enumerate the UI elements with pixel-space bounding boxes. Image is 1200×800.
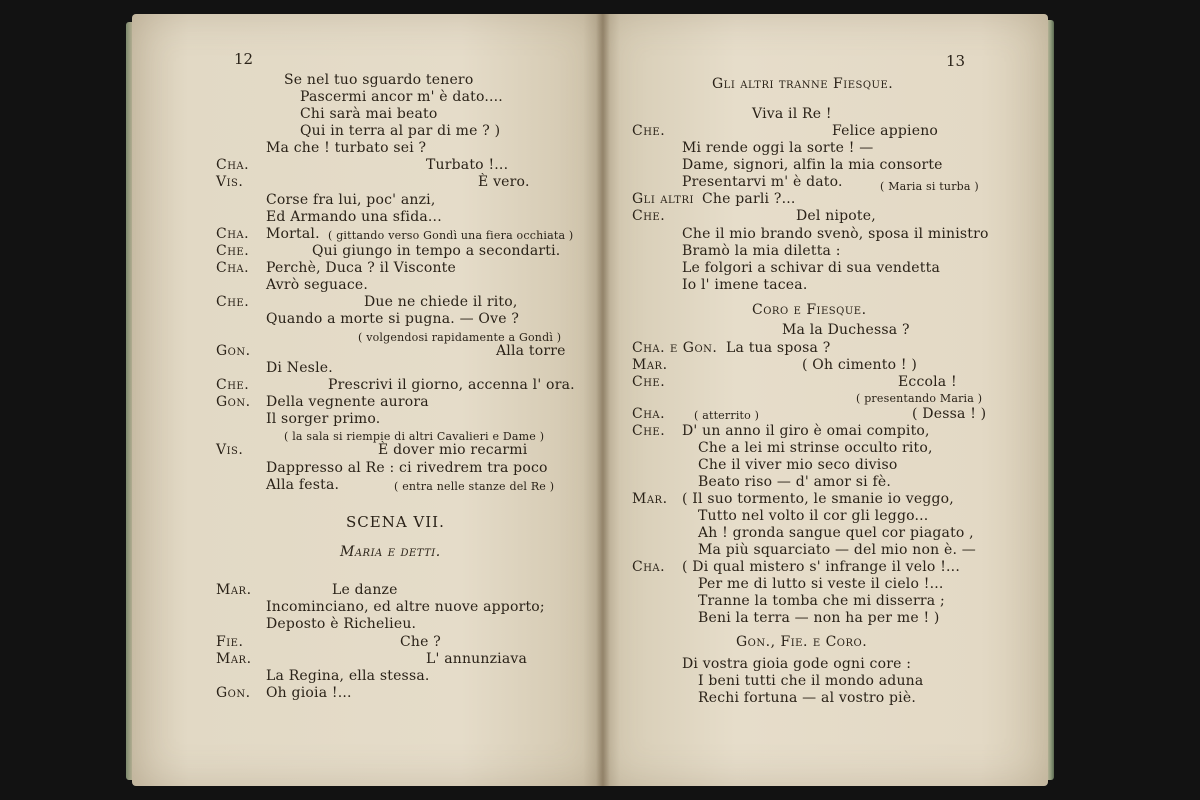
book-gutter [596, 14, 610, 786]
verse-line: ( Il suo tormento, le smanie io veggo, [682, 491, 954, 507]
open-book [126, 14, 1050, 786]
speaker-label: Che. [216, 377, 250, 393]
verse-line: Beato riso — d' amor si fè. [698, 474, 891, 490]
verse-line: Ah ! gronda sangue quel cor piagato , [698, 525, 974, 541]
verse-line: Le danze [332, 582, 398, 598]
verse-line: Per me di lutto si veste il cielo !... [698, 576, 944, 592]
verse-line: Chi sarà mai beato [300, 106, 438, 122]
speaker-label: Cha. [632, 559, 666, 575]
verse-line: L' annunziava [426, 651, 528, 667]
section-heading: Coro e Fiesque. [752, 302, 867, 318]
verse-line: Pascermi ancor m' è dato.... [300, 89, 503, 105]
speaker-label: Gon. [216, 343, 251, 359]
section-heading: Gon., Fie. e Coro. [736, 634, 868, 650]
verse-line: Del nipote, [796, 208, 876, 224]
verse-line: Mortal. [266, 226, 320, 242]
right-page [602, 14, 1048, 786]
verse-line: È vero. [478, 174, 530, 190]
verse-line: Ed Armando una sfida... [266, 209, 442, 225]
stage-direction: ( atterrito ) [694, 409, 760, 422]
verse-line: Perchè, Duca ? il Visconte [266, 260, 456, 276]
speaker-label: Che. [216, 243, 250, 259]
speaker-label: Vis. [216, 174, 244, 190]
speaker-label: Mar. [216, 651, 252, 667]
verse-line: La tua sposa ? [726, 340, 831, 356]
stage-direction: ( entra nelle stanze del Re ) [394, 480, 555, 493]
verse-line: Che a lei mi strinse occulto rito, [698, 440, 933, 456]
verse-line: Le folgori a schivar di sua vendetta [682, 260, 940, 276]
verse-line: Che parli ?... [702, 191, 796, 207]
stage-direction: ( gittando verso Gondì una fiera occhiata ) [328, 229, 574, 242]
verse-line: Che ? [400, 634, 441, 650]
verse-line: Alla torre [496, 343, 566, 359]
section-heading: Gli altri tranne Fiesque. [712, 76, 894, 92]
verse-line: Che il mio brando svenò, sposa il ministro [682, 226, 989, 242]
verse-line: Ma che ! turbato sei ? [266, 140, 427, 156]
verse-line: Di vostra gioia gode ogni core : [682, 656, 912, 672]
verse-line: Beni la terra — non ha per me ! ) [698, 610, 940, 626]
verse-line: Avrò seguace. [266, 277, 368, 293]
verse-line: I beni tutti che il mondo aduna [698, 673, 924, 689]
verse-line: Ma la Duchessa ? [782, 322, 910, 338]
verse-line: Ma più squarciato — del mio non è. — [698, 542, 976, 558]
speaker-label: Cha. [216, 157, 250, 173]
speaker-label: Che. [216, 294, 250, 310]
speaker-label: Gon. [216, 394, 251, 410]
speaker-label: Che. [632, 374, 666, 390]
speaker-label: Che. [632, 423, 666, 439]
verse-line: Che il viver mio seco diviso [698, 457, 898, 473]
verse-line: ( Oh cimento ! ) [802, 357, 917, 373]
stage-direction: ( Maria si turba ) [880, 180, 979, 193]
verse-line: Tutto nel volto il cor gli leggo... [698, 508, 929, 524]
verse-line: Felice appieno [832, 123, 939, 139]
verse-line: Due ne chiede il rito, [364, 294, 518, 310]
speaker-label: Gon. [216, 685, 251, 701]
verse-line: Il sorger primo. [266, 411, 381, 427]
verse-line: Deposto è Richelieu. [266, 616, 417, 632]
verse-line: Bramò la mia diletta : [682, 243, 841, 259]
verse-line: Dame, signori, alfin la mia consorte [682, 157, 943, 173]
page-number: 12 [234, 50, 254, 68]
speaker-label: Fie. [216, 634, 244, 650]
verse-line: Di Nesle. [266, 360, 333, 376]
speaker-label: Mar. [632, 357, 668, 373]
speaker-label: Gli altri [632, 191, 694, 207]
verse-line: Della vegnente aurora [266, 394, 429, 410]
verse-line: La Regina, ella stessa. [266, 668, 430, 684]
verse-line: Dappresso al Re : ci rivedrem tra poco [266, 460, 548, 476]
verse-line: Alla festa. [266, 477, 340, 493]
verse-line: Turbato !... [426, 157, 509, 173]
verse-line: Quando a morte si pugna. — Ove ? [266, 311, 520, 327]
verse-line: Qui in terra al par di me ? ) [300, 123, 501, 139]
verse-line: Mi rende oggi la sorte ! — [682, 140, 874, 156]
speaker-label: Cha. e Gon. [632, 340, 718, 356]
verse-line: ( Di qual mistero s' infrange il velo !... [682, 559, 960, 575]
left-page [132, 14, 602, 786]
verse-line: Io l' imene tacea. [682, 277, 808, 293]
verse-line: Oh gioia !... [266, 685, 352, 701]
verse-line: Viva il Re ! [752, 106, 832, 122]
verse-line: È dover mio recarmi [378, 442, 528, 458]
verse-line: Eccola ! [898, 374, 957, 390]
verse-line: Incominciano, ed altre nuove apporto; [266, 599, 545, 615]
verse-line: Rechi fortuna — al vostro piè. [698, 690, 916, 706]
stage-direction: ( volgendosi rapidamente a Gondì ) [358, 331, 562, 344]
speaker-label: Cha. [216, 226, 250, 242]
verse-line: Presentarvi m' è dato. [682, 174, 843, 190]
verse-line: Qui giungo in tempo a secondarti. [312, 243, 561, 259]
speaker-label: Che. [632, 123, 666, 139]
verse-line: D' un anno il giro è omai compito, [682, 423, 930, 439]
scene-subtitle: Maria e detti. [340, 544, 441, 560]
stage-direction: ( presentando Maria ) [856, 392, 983, 405]
verse-line: Se nel tuo sguardo tenero [284, 72, 474, 88]
verse-line: ( Dessa ! ) [912, 406, 987, 422]
stage-direction: ( la sala si riempie di altri Cavalieri e Dame ) [284, 430, 545, 443]
scene-title: SCENA VII. [346, 513, 445, 531]
speaker-label: Cha. [632, 406, 666, 422]
speaker-label: Vis. [216, 442, 244, 458]
speaker-label: Che. [632, 208, 666, 224]
speaker-label: Cha. [216, 260, 250, 276]
verse-line: Tranne la tomba che mi disserra ; [698, 593, 945, 609]
verse-line: Corse fra lui, poc' anzi, [266, 192, 436, 208]
page-number: 13 [946, 52, 966, 70]
speaker-label: Mar. [632, 491, 668, 507]
speaker-label: Mar. [216, 582, 252, 598]
verse-line: Prescrivi il giorno, accenna l' ora. [328, 377, 575, 393]
